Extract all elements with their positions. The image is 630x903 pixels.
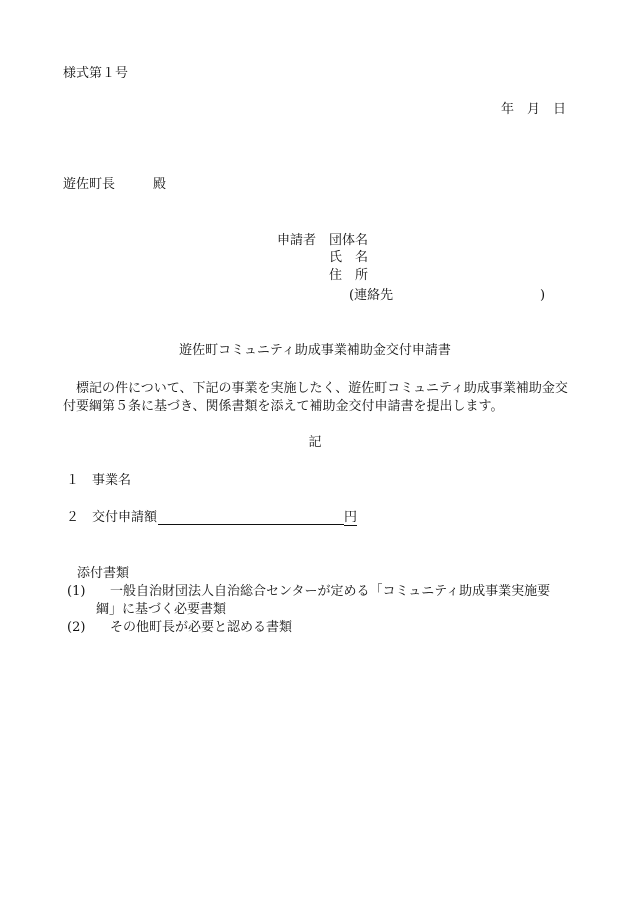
applicant-label: 申請者 [277, 233, 317, 248]
project-name-label: 事業名 [92, 473, 132, 488]
addressee-title: 遊佐町長 [63, 177, 116, 192]
attachment-text: 一般自治財団法人自治総合センターが定める「コミュニティ助成事業実施要 [110, 584, 551, 599]
form-number: 様式第１号 [63, 66, 129, 81]
item-number: ２ [66, 510, 80, 525]
yen-unit: 円 [344, 510, 358, 525]
attachments-heading: 添付書類 [77, 566, 130, 581]
name-label: 氏 名 [329, 250, 369, 265]
contact-label: (連絡先 [349, 288, 394, 303]
attachment-number: (1) [67, 584, 86, 599]
requested-amount-label: 交付申請額 [92, 510, 158, 525]
attachment-text: その他町長が必要と認める書類 [110, 620, 293, 635]
attachment-number: (2) [67, 620, 86, 635]
item-number: １ [66, 473, 80, 488]
group-name-label: 団体名 [329, 233, 369, 248]
date-field: 年 月 日 [500, 102, 566, 117]
addressee [63, 178, 166, 191]
amount-underline [158, 524, 344, 525]
body-paragraph: 標記の件について、下記の事業を実施したく、遊佐町コミュニティ助成事業補助金交付要綱第５条に基づき、関係書類を添えて補助金交付申請書を提出します。 [63, 381, 568, 414]
ki-heading: 記 [308, 435, 322, 450]
contact-close-paren: ) [540, 288, 546, 303]
attachment-text-continuation: 綱」に基づく必要書類 [96, 602, 227, 617]
document-title: 遊佐町コミュニティ助成事業補助金交付申請書 [179, 343, 451, 358]
addressee-honorific: 殿 [153, 177, 167, 192]
address-label: 住 所 [329, 268, 369, 283]
